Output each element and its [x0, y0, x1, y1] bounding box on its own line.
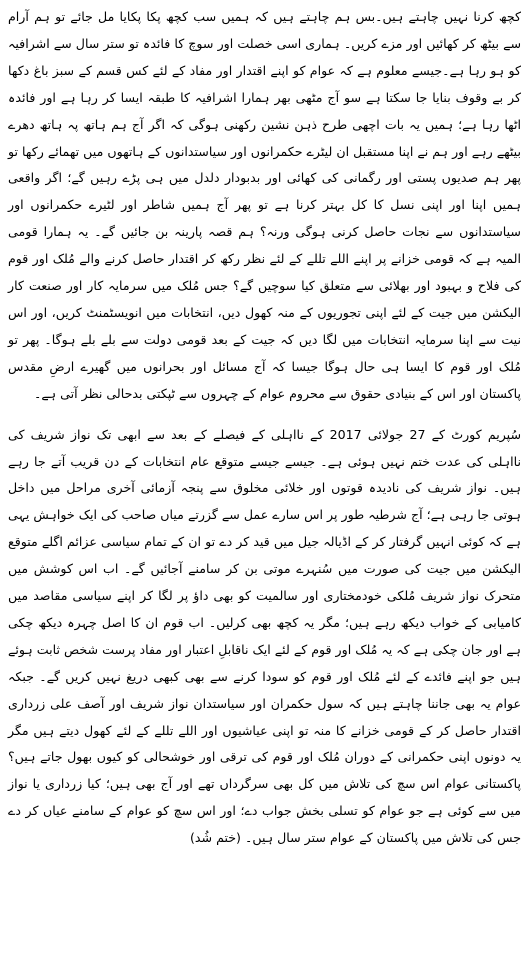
paragraph-2-opening: سُپریم کورٹ کے 27 جولائی	[361, 426, 522, 442]
article-paragraph-2	[8, 422, 521, 853]
judgment-year: 2017	[329, 426, 362, 442]
paragraph-2-body: کے نااہلی کے فیصلے کے بعد سے ابھی تک نواز شریف کی نااہلی کی عدت ختم نہیں ہوئی ہے۔ جیسے جیسے متوقع عام انتخابات کے دن قریب آتے جا رہے ہیں۔ نواز شریف کی نادیدہ قوتوں اور خلائی مخلوق سے پنجہ آزمائی آخری مراحل میں داخل ہوتی جا رہی ہے؛ آج شرطیہ طور پر اس سارے عمل سے گزرتے میاں صاحب کی ایک خواہش یہی ہے کہ کوئی انہیں گرفتار کر کے اڈیالہ جیل میں قید کر دے تو ان کے تمام سیاسی عزائم اگلے متوقع الیکشن میں جیت کی صورت میں سُنہرے موتی بن کر سامنے آجائیں گے۔ اب اس کوشش میں متحرک نواز شریف مُلکی خودمختاری اور سالمیت کو بھی داؤ پر لگا کر اپنے سیاسی مقاصد میں کامیابی کے خواب دیکھ رہے ہیں؛ مگر یہ کچھ بھی کرلیں۔ اب قوم ان کا اصل چہرہ دیکھ چکی ہے اور جان چکی ہے کہ یہ مُلک اور قوم کے لئے ایک ناقابلِ اعتبار اور مفاد پرست شخص ثابت ہوئے ہیں جو اپنے فائدے کے لئے مُلک اور قوم کو سودا کرنے سے بھی کبھی دریغ نہیں کریں گے۔ جبکہ عوام یہ بھی جاننا چاہتے ہیں کہ سول حکمران اور سیاستدان نواز شریف اور آصف علی زرداری اقتدار حاصل کر کے قومی خزانے کا منہ تو اپنی عیاشیوں اور اللے تللے کے لئے کھول دیتے ہیں مگر یہ دونوں اپنی حکمرانی کے دوران مُلک اور قوم کی ترقی اور خوشحالی کو کیوں بھول جاتے ہیں؟ پاکستانی عوام اس سچ کی تلاش میں کل بھی سرگرداں تھے اور آج بھی ہیں؛ کیا زرداری یا نواز میں سے کوئی ہے جو عوام کو تسلی بخش جواب دے؛ اور اس سچ کو عوام کے سامنے عیاں کر دے جس کی تلاش میں پاکستان کے عوام ستر سال ہیں۔	[8, 426, 521, 846]
article-paragraph-1: کچھ کرنا نہیں چاہتے ہیں۔بس ہم چاہتے ہیں کہ ہمیں سب کچھ پکا پکایا مل جائے تو ہم آرام سے بیٹھ کر کھائیں اور مزے کریں۔ ہماری اسی خصلت اور سوچ کا فائدہ تو ستر سال سے اشرافیہ کو ہو رہا ہے۔جیسے معلوم ہے کہ عوام کو اپنے اقتدار اور مفاد کے لئے کس قسم کے سبز باغ دکھا کر بے وقوف بنایا جا سکتا ہے سو آج مٹھی بھر ہمارا اشرافیہ کا طبقہ ایسا کر رہا ہے اور فائدہ اٹھا رہا ہے؛ ہمیں یہ بات اچھی طرح ذہن نشین رکھنی ہوگی کہ اگر آج ہم ہاتھ پہ ہاتھ دھرے بیٹھے رہے اور ہم نے اپنا مستقبل ان لیٹرے حکمرانوں اور سیاستدانوں کے ہاتھوں میں تھمائے رکھا تو پھر ہم صدیوں پستی اور رگمانی کی کھائی اور بدبودار دلدل میں ہی پڑے رہیں گے؛ اگر واقعی ہمیں اپنا اور اپنی نسل کا کل بہتر کرنا ہے تو پھر آج ہمیں شاطر اور لٹیرے حکمرانوں اور سیاستدانوں سے نجات حاصل کرنی ہوگی ورنہ؟ ہم قصہ پارینہ بن جائیں گے۔ یہ ہمارا قومی المیہ ہے کہ قومی خزانے پر اپنے اللے تللے کے لئے نظر رکھ کر اقتدار حاصل کرنے والے مُلک اور قوم کی فلاح و بہبود اور بھلائی سے متعلق کیا سوچیں گے؟ جس مُلک میں سرمایہ کار اور صنعت کار الیکشن میں جیت کے لئے اپنی تجوریوں کے منہ کھول دیں، انتخابات میں انویسٹمنٹ کریں، اور اس نیت سے اپنا سرمایہ انتخابات میں لگا دیں کہ جیت کے بعد قومی دولت سے بلے بلے ہوگا۔ پھر تو مُلک اور قوم کا ایسا ہی حال ہوگا جیسا کہ آج مسائل اور بحرانوں میں گھیرے ارضِ مقدس پاکستان اور اس کے بنیادی حقوق سے محروم عوام کے چہروں سے ٹپکتی بدحالی نظر آتی ہے۔	[8, 9, 521, 401]
closing-mark: (ختم شُد)	[190, 830, 241, 846]
